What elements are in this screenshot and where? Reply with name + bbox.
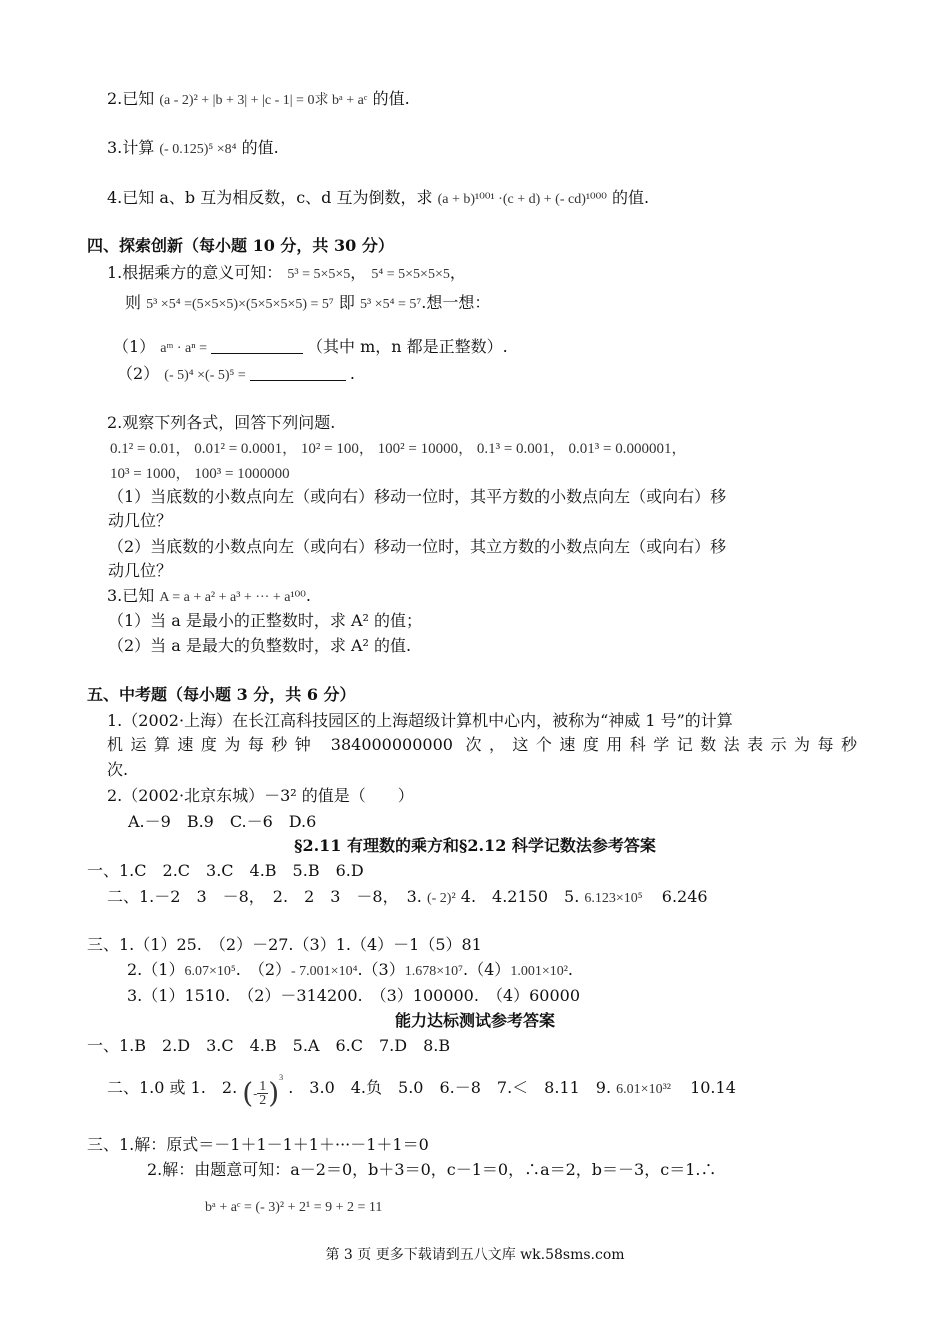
question-5-1-line2: 机运算速度为每秒钟 384000000000 次，这个速度用科学记数法表示为每秒 (107, 735, 857, 754)
answer-blank (211, 339, 303, 354)
math-expression: 1.678×10⁷ (404, 964, 464, 979)
sub-label: （1） (113, 337, 156, 356)
math-expression: 5³ ×5⁴ =(5×5×5)×(5×5×5×5) = 5⁷ (146, 297, 334, 312)
math-expression: 6.07×10⁵ (184, 964, 236, 979)
answer-text: .（4） (463, 960, 511, 979)
answer-text: 4. 4.2150 5. (460, 887, 580, 906)
answer-2-row-2 (107, 1065, 736, 1113)
q-tail: 的值. (241, 138, 279, 157)
math-expression: (a - 2)² + |b + 3| + |c - 1| = 0求 bᵃ + aᶜ (159, 93, 368, 108)
fraction-group (242, 1071, 283, 1107)
answer-text: . (567, 960, 573, 979)
q-lead: 4.已知 a、b 互为相反数，c、d 互为倒数，求 (107, 188, 433, 207)
math-expression: (a + b)¹⁰⁰¹ ·(c + d) + (- cd)¹⁰⁰⁰ (437, 192, 607, 207)
question-5-2: 2.（2002·北京东城）－3² 的值是（ ） (107, 786, 414, 805)
question-4-2: 2.观察下列各式，回答下列问题. (107, 413, 336, 432)
q-lead: 3.计算 (107, 138, 155, 157)
question-3-3 (107, 137, 279, 161)
answer-text: . 3.0 4.负 5.0 6.－8 7.＜ 8.11 9. (288, 1078, 612, 1097)
q-tail: 的值. (372, 89, 410, 108)
math-expression: 5³ ×5⁴ = 5⁷ (359, 297, 422, 312)
answer-1-row-2 (107, 886, 708, 910)
question-4-1-sub1 (113, 336, 508, 360)
answer-1-row-1: 一、1.C 2.C 3.C 4.B 5.B 6.D (87, 861, 364, 880)
answer-2-row-4: 2.解：由题意可知：a－2＝0，b＋3＝0，c－1＝0，∴a＝2，b＝－3，c＝1.∴ (147, 1160, 717, 1179)
answer-1-row-5: 3.（1）1510. （2）－314200. （3）100000. （4）60000 (127, 986, 581, 1005)
observe-row-2: 10³ = 1000， 100³ = 1000000 (110, 466, 290, 482)
question-4-2-sub1a: （1）当底数的小数点向左（或向右）移动一位时，其平方数的小数点向左（或向右）移 (108, 487, 727, 506)
observe-row-1: 0.1² = 0.01， 0.01² = 0.0001， 10² = 100， 100² = 10000， 0.1³ = 0.001， 0.01³ = 0.000001， (110, 441, 687, 457)
question-4-2-sub2a: （2）当底数的小数点向左（或向右）移动一位时，其立方数的小数点向左（或向右）移 (108, 537, 727, 556)
math-expression: 6.123×10⁵ (584, 891, 643, 906)
answer-text: 10.14 (690, 1078, 736, 1097)
question-4-3-sub1: （1）当 a 是最小的正整数时，求 A² 的值； (108, 611, 423, 630)
answer-text: 二、1.－2 3 －8， 2. 2 3 －8， 3. (107, 887, 422, 906)
answer-text: 2.（1） (127, 960, 185, 979)
answer-blank (250, 366, 346, 381)
separator: ， (449, 263, 466, 282)
answer-text: .（3） (357, 960, 405, 979)
sub-tail: . (349, 364, 355, 383)
q-lead: 2.已知 (107, 89, 155, 108)
word-ji: 即 (338, 293, 355, 312)
question-4-1 (107, 262, 466, 286)
math-expression: 6.01×10³² (616, 1082, 671, 1097)
q-lead: 1.根据乘方的意义可知： (107, 263, 283, 282)
question-4-2-sub1b: 动几位？ (108, 511, 173, 530)
q-tail: 的值. (611, 188, 650, 207)
math-expression: (- 5)⁴ ×(- 5)⁵ = (164, 368, 246, 383)
question-4-2-sub2b: 动几位？ (108, 561, 173, 580)
answer-2-row-1: 一、1.B 2.D 3.C 4.B 5.A 6.C 7.D 8.B (87, 1036, 451, 1055)
math-expression: 1.001×10² (510, 964, 568, 979)
question-5-1-line3: 次. (107, 760, 129, 779)
right-paren: ) (268, 1076, 280, 1109)
math-expression: 5³ = 5×5×5 (287, 267, 351, 282)
question-4-3-sub2: （2）当 a 是最大的负整数时，求 A² 的值. (108, 636, 412, 655)
question-5-1-line1: 1.（2002·上海）在长江高科技园区的上海超级计算机中心内，被称为“神威 1 号”的计算 (107, 711, 733, 730)
separator: ， (350, 263, 367, 282)
word-then: 则 (125, 293, 142, 312)
math-expression: aᵐ · aⁿ = (160, 341, 208, 356)
answer-title-1: §2.11 有理数的乘方和§2.12 科学记数法参考答案 (294, 836, 656, 855)
sub-tail: （其中 m，n 都是正整数）. (307, 337, 508, 356)
sub-label: （2） (117, 364, 160, 383)
math-expression: 5⁴ = 5×5×5×5 (371, 267, 450, 282)
answer-1-row-4 (127, 959, 573, 983)
answer-text: 6.246 (661, 887, 708, 906)
page-footer: 第 3 页 更多下载请到五八文库 wk.58sms.com (325, 1247, 625, 1263)
math-expression: A = a + a² + a³ + ··· + a¹⁰⁰ (159, 590, 306, 605)
think-text: .想一想： (421, 293, 491, 312)
answer-title-2: 能力达标测试参考答案 (394, 1011, 555, 1030)
q-tail: . (305, 586, 311, 605)
question-3-2 (107, 88, 410, 112)
answer-text: 二、1.0 或 1. 2. (107, 1078, 238, 1097)
q-lead: 3.已知 (107, 586, 155, 605)
answer-1-row-3: 三、1.（1）25. （2）－27.（3）1.（4）－1（5）81 (87, 935, 482, 954)
question-5-2-options: A.－9 B.9 C.－6 D.6 (128, 812, 317, 831)
fraction-denominator: 2 (259, 1092, 267, 1108)
fraction (257, 1080, 268, 1107)
section-4-heading: 四、探索创新（每小题 10 分，共 30 分） (87, 236, 394, 255)
fraction-sign: - (253, 1086, 258, 1100)
question-4-1-then (125, 292, 490, 316)
math-expression: (- 2)² (426, 891, 456, 906)
question-3-4 (107, 187, 649, 211)
question-4-3 (107, 585, 311, 609)
left-paren: ( (242, 1076, 254, 1109)
answer-2-row-5: bᵃ + aᶜ = (- 3)² + 2¹ = 9 + 2 = 11 (205, 1200, 383, 1215)
answer-text: . （2） (235, 960, 292, 979)
question-4-1-sub2 (117, 363, 355, 387)
fraction-numerator: 1 (259, 1078, 267, 1094)
math-expression: (- 0.125)⁵ ×8⁴ (159, 142, 237, 157)
section-5-heading: 五、中考题（每小题 3 分，共 6 分） (87, 685, 356, 704)
fraction-exponent: 3 (279, 1072, 284, 1082)
answer-2-row-3: 三、1.解：原式＝－1＋1－1＋1＋···－1＋1＝0 (87, 1135, 429, 1154)
math-expression: - 7.001×10⁴ (291, 964, 358, 979)
